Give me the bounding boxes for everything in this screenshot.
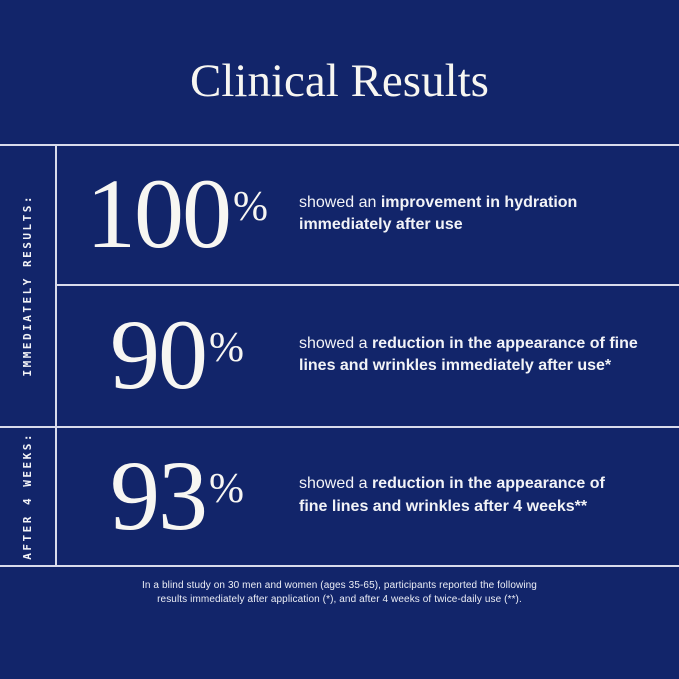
stat-description-line-1: [299, 473, 679, 495]
stat-description-line-2: [299, 355, 679, 377]
stat-digits: 90: [110, 299, 206, 410]
stat-description-bold: reduction in the appearance of fine: [371, 334, 638, 352]
study-footnote-line-1: In a blind study on 30 men and women (ages 35-65), participants reported the following: [142, 580, 537, 591]
percent-sign: %: [209, 465, 244, 512]
stat-value-100-percent: [57, 158, 297, 269]
grid-line-bottom: [0, 565, 679, 567]
percent-sign: %: [209, 325, 244, 371]
stat-digits: 93: [110, 439, 206, 551]
rail-section-after-4-weeks: [0, 426, 55, 565]
stat-description: [299, 192, 679, 236]
study-footnote: [0, 579, 679, 607]
stat-description-bold: reduction in the appearance of: [371, 475, 605, 493]
stat-row-hydration: [57, 144, 679, 284]
stat-row-wrinkles-4-weeks: [57, 426, 679, 565]
stat-description-bold: lines and wrinkles immediately after use*: [299, 357, 612, 374]
stat-description-lead: showed a: [299, 475, 372, 493]
rail-label-after-4-weeks: AFTER 4 WEEKS:: [21, 431, 34, 560]
stat-description-line-2: [299, 214, 679, 236]
stat-description: [299, 333, 679, 377]
percent-sign: %: [233, 184, 268, 230]
stat-description-bold: improvement in hydration: [380, 193, 578, 211]
stat-value-90-percent: [57, 299, 297, 410]
stat-description-bold: immediately after use: [299, 216, 463, 233]
page-title: Clinical Results: [190, 55, 489, 107]
stat-digits: 100: [86, 158, 230, 269]
stat-description-lead: showed an: [299, 193, 381, 211]
stat-description-line-1: [299, 333, 679, 355]
rail-section-immediate: [0, 144, 55, 426]
stat-description-bold: fine lines and wrinkles after 4 weeks**: [299, 497, 588, 515]
stat-description-lead: showed a: [299, 334, 372, 352]
rail-label-immediate-results: IMMEDIATELY RESULTS:: [21, 193, 34, 377]
stat-description: [299, 473, 679, 517]
stat-description-line-1: [299, 192, 679, 214]
stat-row-wrinkles-immediate: [57, 284, 679, 426]
study-footnote-line-2: results immediately after application (*), and after 4 weeks of twice-daily use (**).: [157, 594, 522, 605]
stat-description-line-2: [299, 496, 679, 518]
stat-value-93-percent: [57, 439, 297, 551]
